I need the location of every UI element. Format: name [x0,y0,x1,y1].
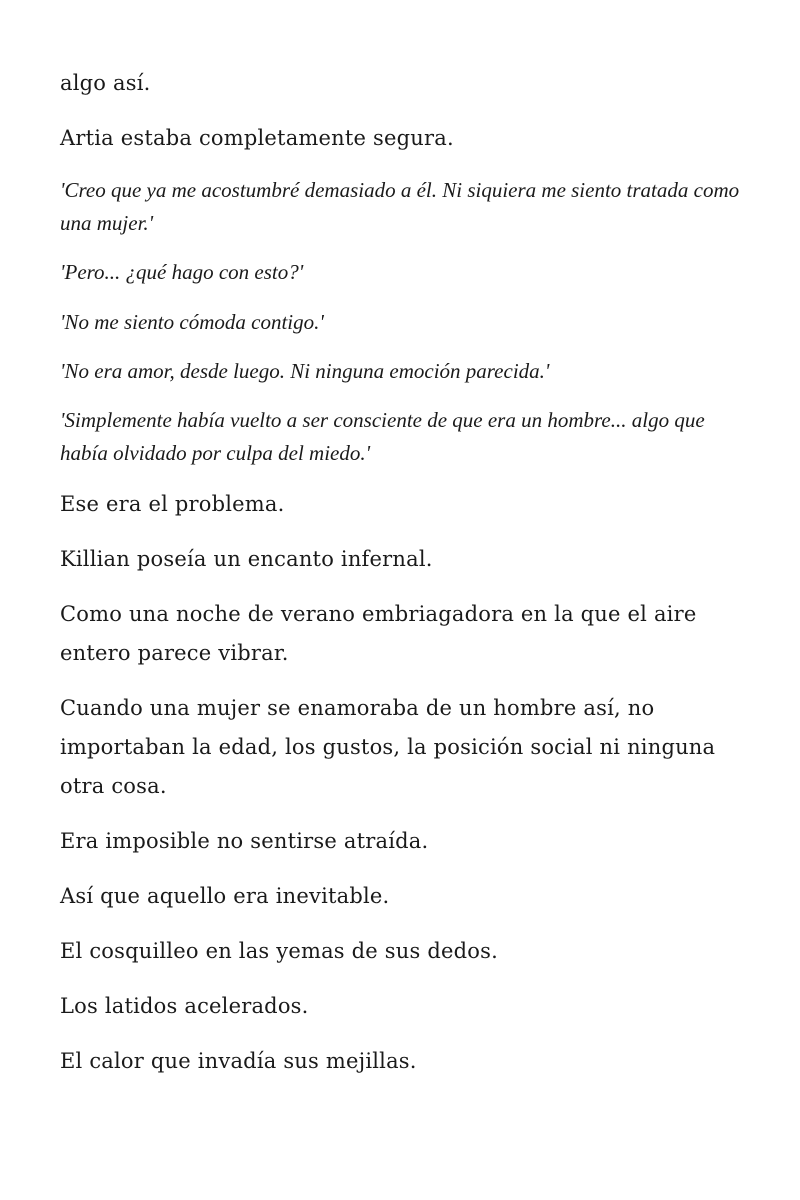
paragraph: Ese era el problema. [60,492,285,516]
inner-thought: 'Creo que ya me acostumbré demasiado a él. Ni siquiera me siento tratada como una mujer.' [60,178,740,235]
page-text [60,0,750,1200]
paragraph: Era imposible no sentirse atraída. [60,829,429,853]
paragraph: Así que aquello era inevitable. [60,884,390,908]
paragraph: El calor que invadía sus mejillas. [60,1049,417,1073]
inner-thought: 'Simplemente había vuelto a ser consciente de que era un hombre... algo que había olvidado por culpa del miedo.' [60,408,705,465]
paragraph: Los latidos acelerados. [60,994,309,1018]
paragraph: Como una noche de verano embriagadora en la que el aire entero parece vibrar. [60,602,697,665]
inner-thought: 'No era amor, desde luego. Ni ninguna emoción parecida.' [60,359,550,383]
inner-thought: 'Pero... ¿qué hago con esto?' [60,260,304,284]
paragraph: algo así. [60,71,151,95]
paragraph: Artia estaba completamente segura. [60,126,454,150]
paragraph: El cosquilleo en las yemas de sus dedos. [60,939,498,963]
paragraph: Killian poseía un encanto infernal. [60,547,433,571]
inner-thought: 'No me siento cómoda contigo.' [60,310,324,334]
paragraph: Cuando una mujer se enamoraba de un hombre así, no importaban la edad, los gustos, la posición social ni ninguna otra cosa. [60,696,716,798]
